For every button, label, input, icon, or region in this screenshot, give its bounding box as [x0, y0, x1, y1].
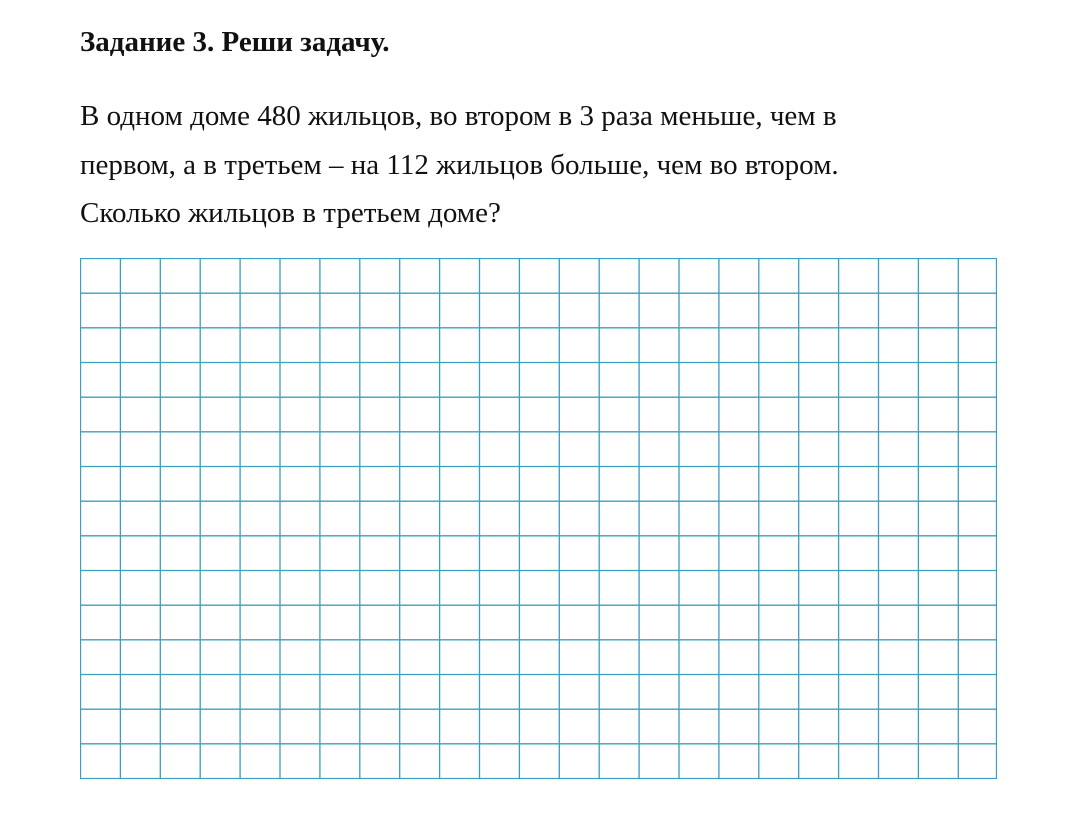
task-title: Задание 3. Реши задачу.	[80, 26, 390, 58]
problem-line-1: В одном доме 480 жильцов, во втором в 3 раза меньше, чем в	[80, 100, 837, 132]
problem-line-2: первом, а в третьем – на 112 жильцов больше, чем во втором.	[80, 148, 839, 181]
problem-line-3: Сколько жильцов в третьем доме?	[80, 197, 501, 229]
task-problem-text	[80, 92, 1040, 238]
answer-grid-area[interactable]	[80, 258, 997, 779]
grid-lines	[80, 258, 997, 779]
